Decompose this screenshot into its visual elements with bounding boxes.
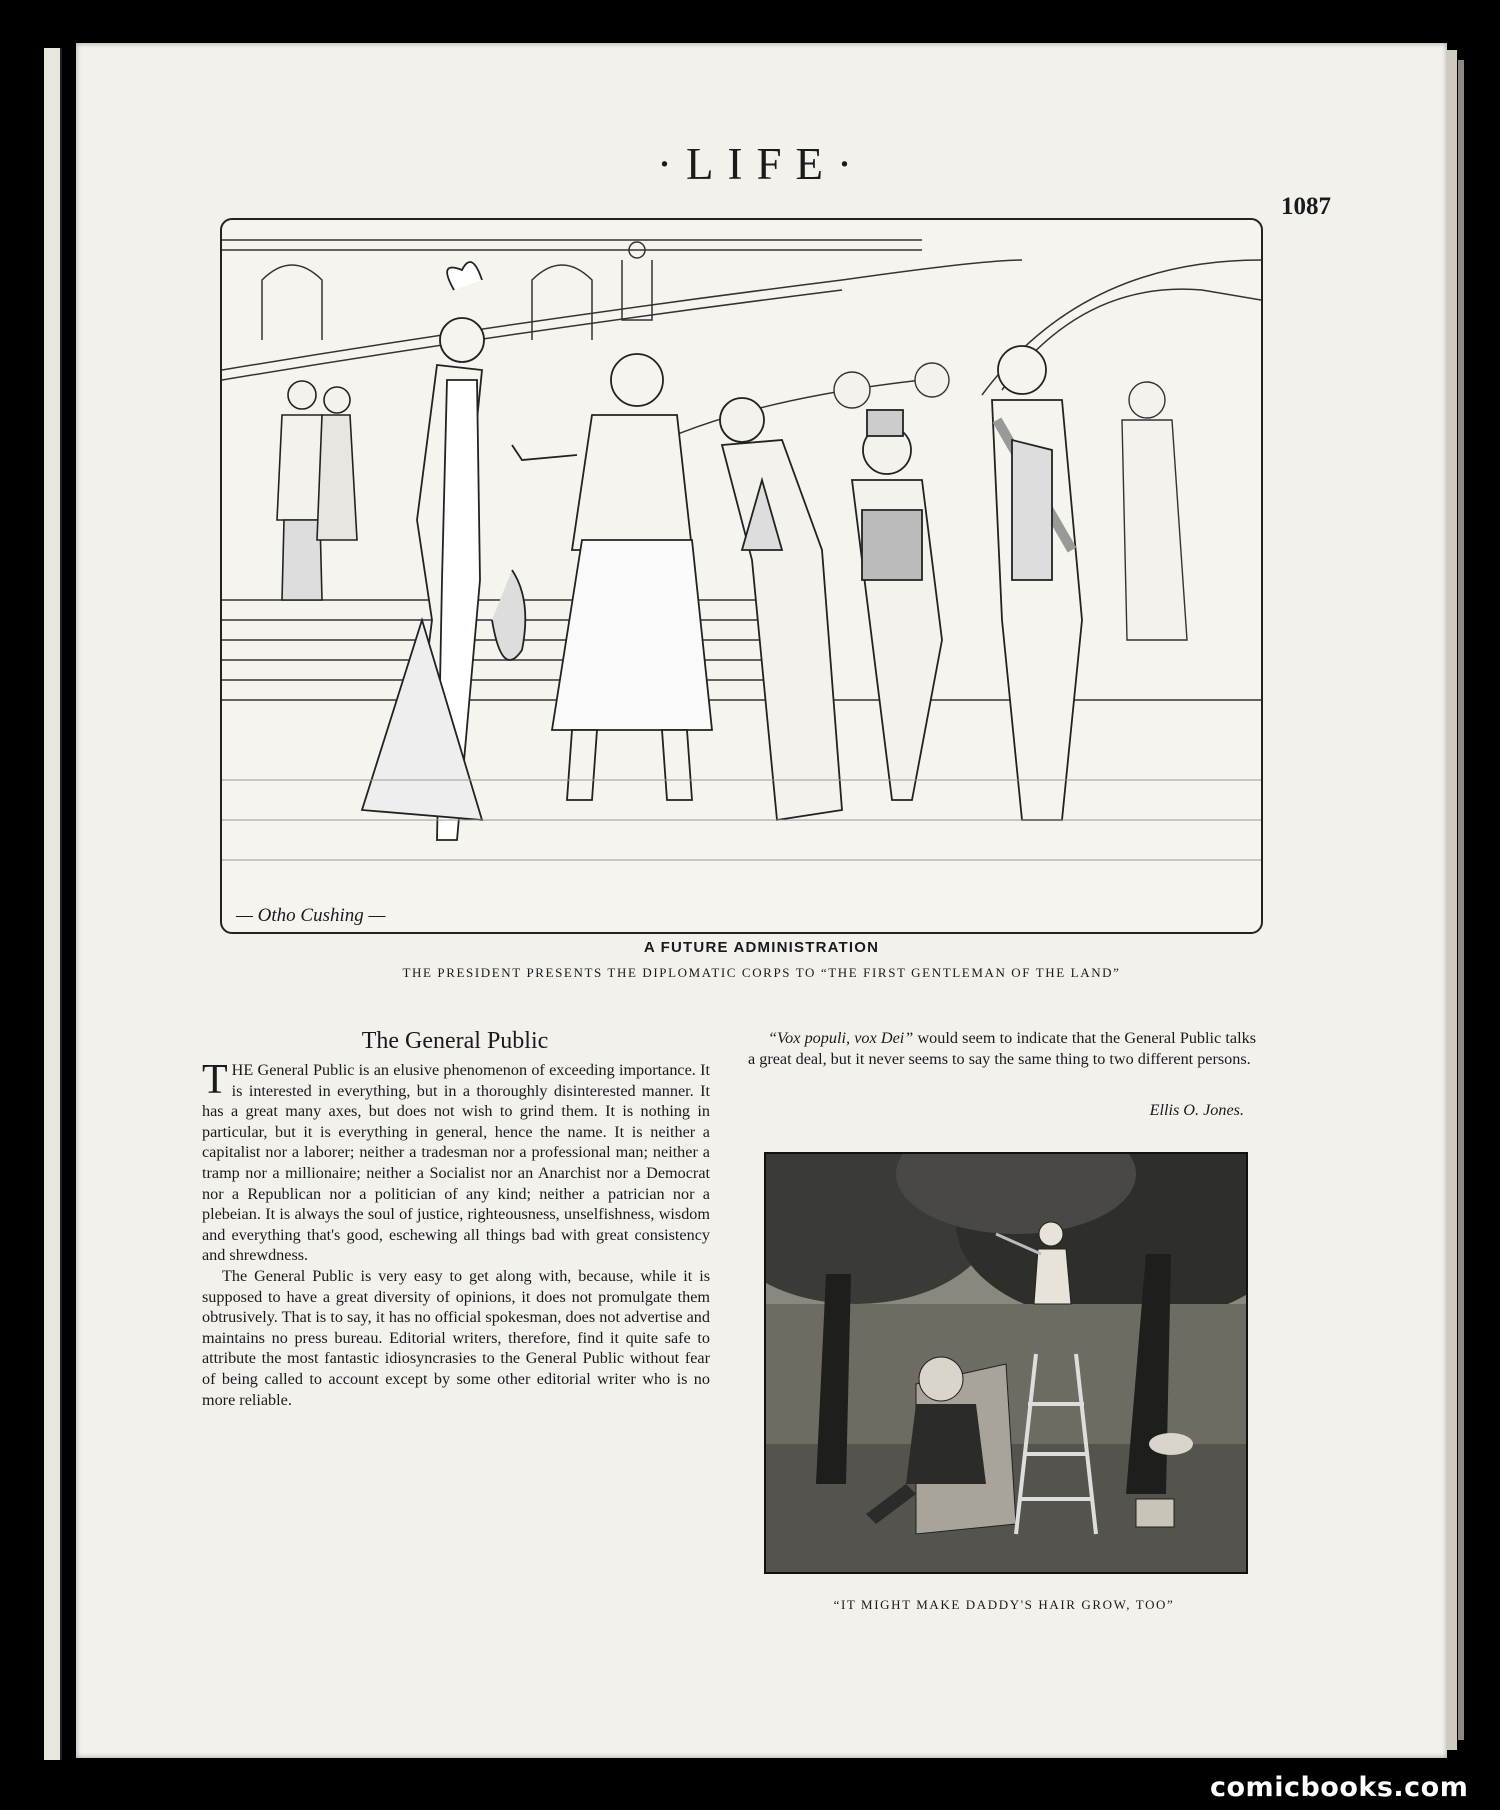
garden-drawing: [766, 1154, 1246, 1572]
article-paragraph: [748, 1028, 1256, 1069]
paragraph-text: would seem to indicate that the General Public talks a great deal, but it never seems to say the same thing to two different persons.: [748, 1029, 1256, 1068]
garden-illustration: [764, 1152, 1248, 1574]
cartoon-illustration: [220, 218, 1263, 934]
article-column-left: [202, 1057, 710, 1410]
illustration-caption: “IT MIGHT MAKE DADDY'S HAIR GROW, TOO”: [833, 1597, 1175, 1612]
page-number: 1087: [1281, 193, 1331, 220]
right-page-shadow: [1458, 60, 1464, 1740]
article-paragraph: The General Public is very easy to get along with, because, while it is supposed to have a great diversity of opinions, it does not promulgate them obtrusively. That is to say, it has no official spokesman, does not advertise and maintains no press bureau. Editorial writers, therefore, find it quite safe to attribute the most fantastic idiosyncrasies to the General Public without fear of being called to account except by some other editorial writer who is no more reliable.: [202, 1266, 710, 1409]
site-watermark: comicbooks.com: [1210, 1771, 1469, 1803]
cartoon-title: A FUTURE ADMINISTRATION: [643, 939, 880, 956]
magazine-page: [76, 43, 1447, 1758]
artist-signature: — Otho Cushing —: [236, 905, 386, 926]
left-page-edge: [0, 0, 70, 1810]
right-page-edge: [1447, 50, 1457, 1750]
drop-cap: T: [202, 1057, 228, 1103]
paragraph-text: HE General Public is an elusive phenomenon of exceeding importance. It is interested in everything, but in a thoroughly disinterested manner. It has a great many axes, but does not wish to grind them. It is nothing in particular, but it is everything in general, hence the name. It is neither a capitalist nor a laborer; neither a tradesman nor a professional man; neither a tramp nor a millionaire; neither a Socialist nor an Anarchist nor a Democrat nor a Republican nor a politician of any kind; neither a patrician nor a plebeian. It is always the soul of justice, righteousness, unselfishness, wisdom and everything that's good, eschewing all things bad with great consistency and shrewdness.: [202, 1061, 710, 1265]
latin-quote: “Vox populi, vox Dei”: [768, 1029, 914, 1047]
author-byline: Ellis O. Jones.: [1149, 1101, 1244, 1119]
article-paragraph: [202, 1057, 710, 1266]
article-column-right: [748, 1028, 1256, 1069]
article-title: The General Public: [361, 1028, 549, 1054]
cartoon-subtitle: THE PRESIDENT PRESENTS THE DIPLOMATIC CORPS TO “THE FIRST GENTLEMAN OF THE LAND”: [402, 965, 1121, 980]
cartoon-drawing: [222, 220, 1261, 932]
masthead: ·LIFE·: [657, 139, 866, 189]
